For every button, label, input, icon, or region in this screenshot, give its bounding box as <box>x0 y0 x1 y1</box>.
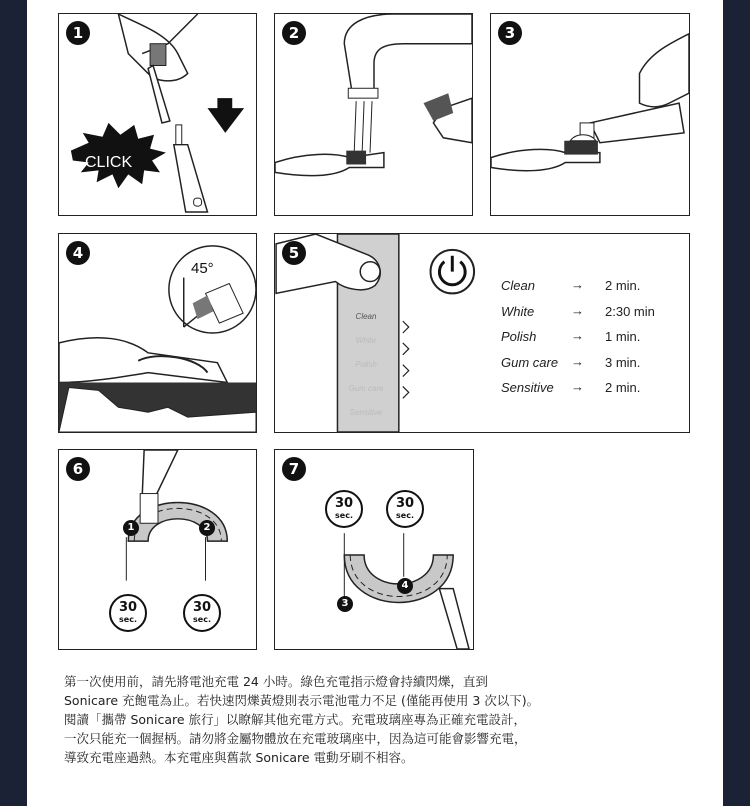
mode-name: Sensitive <box>501 380 554 395</box>
mode-row <box>501 278 681 304</box>
mode-name: Polish <box>501 329 537 344</box>
arrow-icon: → <box>571 302 584 318</box>
step-4-panel <box>58 233 257 433</box>
angle-label: 45° <box>191 260 214 277</box>
mode-name: White <box>501 303 535 319</box>
lower-jaw-zones-illustration <box>275 450 473 649</box>
arrow-icon: → <box>571 277 584 292</box>
step-2-panel <box>274 13 473 216</box>
timer-icon <box>183 594 221 632</box>
arrow-icon: → <box>571 328 584 343</box>
handle-mode-label: White <box>355 336 377 345</box>
step-3-panel <box>490 13 690 216</box>
mode-duration: 2 min. <box>605 380 641 395</box>
handle-mode-label: Clean <box>355 312 377 321</box>
mode-row <box>501 355 681 381</box>
zone-number: 2 <box>199 520 215 536</box>
attach-brush-head-illustration <box>59 14 256 215</box>
zone-number: 4 <box>397 578 413 594</box>
timer-value: 30 <box>395 496 415 511</box>
zone-number: 3 <box>337 596 353 612</box>
zone-number: 1 <box>123 520 139 536</box>
rinse-brush-illustration <box>275 14 472 215</box>
timer-icon <box>109 594 147 632</box>
step-6-panel <box>58 449 257 650</box>
timer-icon <box>325 490 363 528</box>
mode-duration: 2:30 min <box>605 303 655 319</box>
mode-name: Gum care <box>501 354 559 370</box>
mode-name: Clean <box>501 278 535 293</box>
timer-unit: sec. <box>396 511 414 520</box>
handle-mode-label: Polish <box>355 360 377 369</box>
step-number: 2 <box>282 21 306 45</box>
click-badge-text: CLICK <box>85 154 133 171</box>
mode-duration: 1 min. <box>605 329 641 344</box>
timer-unit: sec. <box>119 615 137 624</box>
arrow-icon: → <box>571 379 584 394</box>
handle-mode-label: Sensitive <box>349 408 383 417</box>
instruction-line: 一次只能充一個握柄。請勿將金屬物體放在充電玻璃座中，因為這可能會影響充電， <box>64 731 527 746</box>
timer-icon <box>386 490 424 528</box>
timer-unit: sec. <box>335 511 353 520</box>
step-number: 3 <box>498 21 522 45</box>
step-number: 5 <box>282 241 306 265</box>
mode-row <box>501 329 681 355</box>
step-5-panel <box>274 233 690 433</box>
mode-duration: 3 min. <box>605 354 641 370</box>
instruction-line: Sonicare 充飽電為止。若快速閃爍黃燈則表示電池電力不足 (僅能再使用 3 次以下)。 <box>64 693 540 708</box>
instruction-line: 導致充電座過熱。本充電座與舊款 Sonicare 電動牙刷不相容。 <box>64 750 414 765</box>
brushing-angle-illustration <box>59 234 256 432</box>
mode-row <box>501 304 681 330</box>
timer-value: 30 <box>192 600 212 615</box>
charging-instructions <box>64 672 704 767</box>
mode-duration: 2 min. <box>605 278 641 293</box>
step-1-panel <box>58 13 257 216</box>
step-number: 1 <box>66 21 90 45</box>
timer-value: 30 <box>118 600 138 615</box>
manual-page <box>27 0 723 806</box>
instruction-line: 第一次使用前，請先將電池充電 24 小時。綠色充電指示燈會持續閃爍，直到 <box>64 674 488 689</box>
timer-value: 30 <box>334 496 354 511</box>
instruction-line: 閱讀「攜帶 Sonicare 旅行」以瞭解其他充電方式。充電玻璃座專為正確充電設計， <box>64 712 527 727</box>
step-number: 4 <box>66 241 90 265</box>
step-number: 7 <box>282 457 306 481</box>
handle-mode-label: Gum care <box>348 384 384 393</box>
step-number: 6 <box>66 457 90 481</box>
timer-unit: sec. <box>193 615 211 624</box>
apply-toothpaste-illustration <box>491 14 689 215</box>
step-7-panel <box>274 449 474 650</box>
arrow-icon: → <box>571 353 584 369</box>
mode-duration-list <box>501 278 681 406</box>
mode-row <box>501 380 681 406</box>
upper-jaw-zones-illustration <box>59 450 256 649</box>
